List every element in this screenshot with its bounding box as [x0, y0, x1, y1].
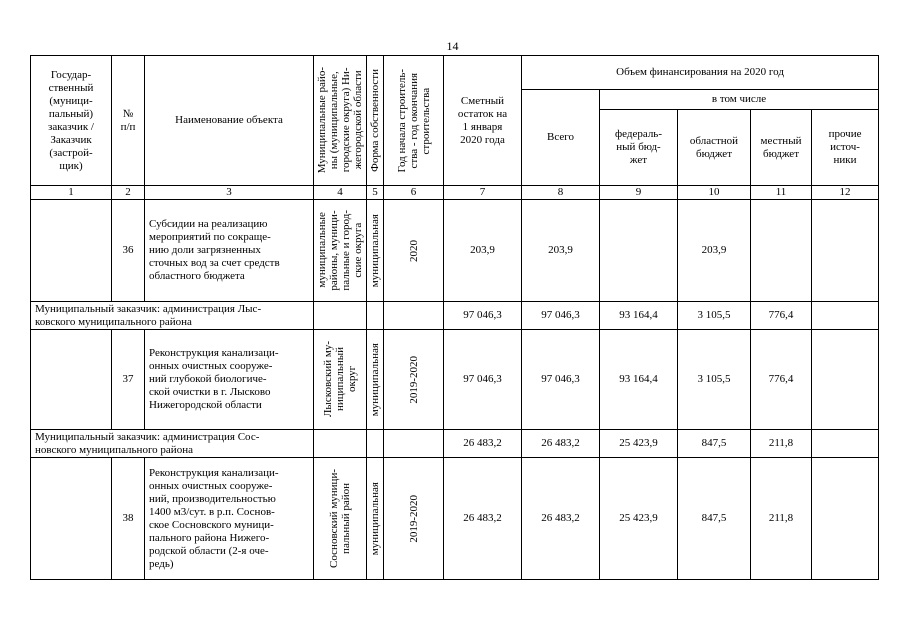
object-name: Субсидии на реализацию мероприятий по сокраще- нию доли загрязненных сточных вод за счет средств областного бюджета — [145, 200, 314, 302]
estimate-cell: 97 046,3 — [444, 330, 522, 430]
header-years: Год начала строитель- ства - год окончания строительства — [384, 56, 444, 186]
total-cell: 26 483,2 — [522, 430, 600, 458]
col-number: 9 — [600, 186, 678, 200]
years-cell — [384, 430, 444, 458]
regional-cell: 847,5 — [678, 430, 751, 458]
years-cell: 2020 — [384, 200, 444, 302]
col-number: 11 — [751, 186, 812, 200]
page-number: 14 — [446, 39, 459, 53]
col-number: 5 — [367, 186, 384, 200]
years-cell — [384, 302, 444, 330]
estimate-cell: 97 046,3 — [444, 302, 522, 330]
header-municipality: Муниципальные райо- ны (муниципальные, городские округа) Ни- жегородской области — [314, 56, 367, 186]
customer-cell — [31, 458, 112, 580]
col-number: 1 — [31, 186, 112, 200]
federal-cell: 93 164,4 — [600, 330, 678, 430]
header-customer: Государ- ственный (муници- пальный) заказчик / Заказчик (застрой- щик) — [31, 56, 112, 186]
local-cell: 776,4 — [751, 302, 812, 330]
object-name: Реконструкция канализаци- онных очистных сооруже- ний, производительностью 1400 м3/сут. в р.п. Соснов- ское Сосновского муници- пального района Нижего- родской области (2-я оче- редь) — [145, 458, 314, 580]
total-cell: 97 046,3 — [522, 330, 600, 430]
regional-cell: 847,5 — [678, 458, 751, 580]
other-cell — [812, 200, 879, 302]
customer-group-label: Муниципальный заказчик: администрация Лыс- ковского муниципального района — [31, 302, 314, 330]
ownership-cell: муниципальная — [367, 458, 384, 580]
col-number: 8 — [522, 186, 600, 200]
row-number: 38 — [112, 458, 145, 580]
col-number: 3 — [145, 186, 314, 200]
table-row — [31, 200, 879, 302]
municipality-cell: муниципальные районы, муници- пальные и город- ские округа — [314, 200, 367, 302]
ownership-cell — [367, 302, 384, 330]
col-number: 4 — [314, 186, 367, 200]
ownership-cell: муниципальная — [367, 200, 384, 302]
header-federal: федераль- ный бюд- жет — [600, 110, 678, 186]
years-cell: 2019-2020 — [384, 458, 444, 580]
estimate-cell: 26 483,2 — [444, 430, 522, 458]
customer-cell — [31, 200, 112, 302]
other-cell — [812, 458, 879, 580]
local-cell — [751, 200, 812, 302]
col-number: 12 — [812, 186, 879, 200]
col-number: 7 — [444, 186, 522, 200]
header-estimate: Сметный остаток на 1 января 2020 года — [444, 56, 522, 186]
header-local: местный бюджет — [751, 110, 812, 186]
municipality-cell — [314, 302, 367, 330]
customer-group-row — [31, 302, 879, 330]
total-cell: 203,9 — [522, 200, 600, 302]
years-cell: 2019-2020 — [384, 330, 444, 430]
header-total: Всего — [522, 90, 600, 186]
total-cell: 26 483,2 — [522, 458, 600, 580]
federal-cell: 25 423,9 — [600, 430, 678, 458]
customer-group-label: Муниципальный заказчик: администрация Сос- новского муниципального района — [31, 430, 314, 458]
table-row — [31, 458, 879, 580]
object-name: Реконструкция канализаци- онных очистных сооруже- ний глубокой биологиче- ской очистки в г. Лысково Нижегородской области — [145, 330, 314, 430]
header-object-name: Наименование объекта — [145, 56, 314, 186]
regional-cell: 203,9 — [678, 200, 751, 302]
header-other: прочие источ- ники — [812, 110, 879, 186]
row-number: 36 — [112, 200, 145, 302]
other-cell — [812, 430, 879, 458]
other-cell — [812, 330, 879, 430]
local-cell: 211,8 — [751, 430, 812, 458]
ownership-cell: муниципальная — [367, 330, 384, 430]
col-number: 10 — [678, 186, 751, 200]
customer-group-row — [31, 430, 879, 458]
header-funding: Объем финансирования на 2020 год — [522, 56, 879, 90]
other-cell — [812, 302, 879, 330]
municipality-cell — [314, 430, 367, 458]
ownership-cell — [367, 430, 384, 458]
estimate-cell: 26 483,2 — [444, 458, 522, 580]
total-cell: 97 046,3 — [522, 302, 600, 330]
municipality-cell: Сосновский муници- пальный район — [314, 458, 367, 580]
financing-table — [30, 55, 879, 580]
header-row-1 — [31, 56, 879, 90]
table-row — [31, 330, 879, 430]
row-number: 37 — [112, 330, 145, 430]
customer-cell — [31, 330, 112, 430]
header-ownership: Форма собственности — [367, 56, 384, 186]
col-number: 6 — [384, 186, 444, 200]
regional-cell: 3 105,5 — [678, 330, 751, 430]
header-number: № п/п — [112, 56, 145, 186]
municipality-cell: Лысковский му- ниципальный округ — [314, 330, 367, 430]
header-regional: областной бюджет — [678, 110, 751, 186]
federal-cell: 93 164,4 — [600, 302, 678, 330]
header-including: в том числе — [600, 90, 879, 110]
federal-cell: 25 423,9 — [600, 458, 678, 580]
regional-cell: 3 105,5 — [678, 302, 751, 330]
federal-cell — [600, 200, 678, 302]
local-cell: 776,4 — [751, 330, 812, 430]
col-number: 2 — [112, 186, 145, 200]
column-numbers-row — [31, 186, 879, 200]
estimate-cell: 203,9 — [444, 200, 522, 302]
local-cell: 211,8 — [751, 458, 812, 580]
